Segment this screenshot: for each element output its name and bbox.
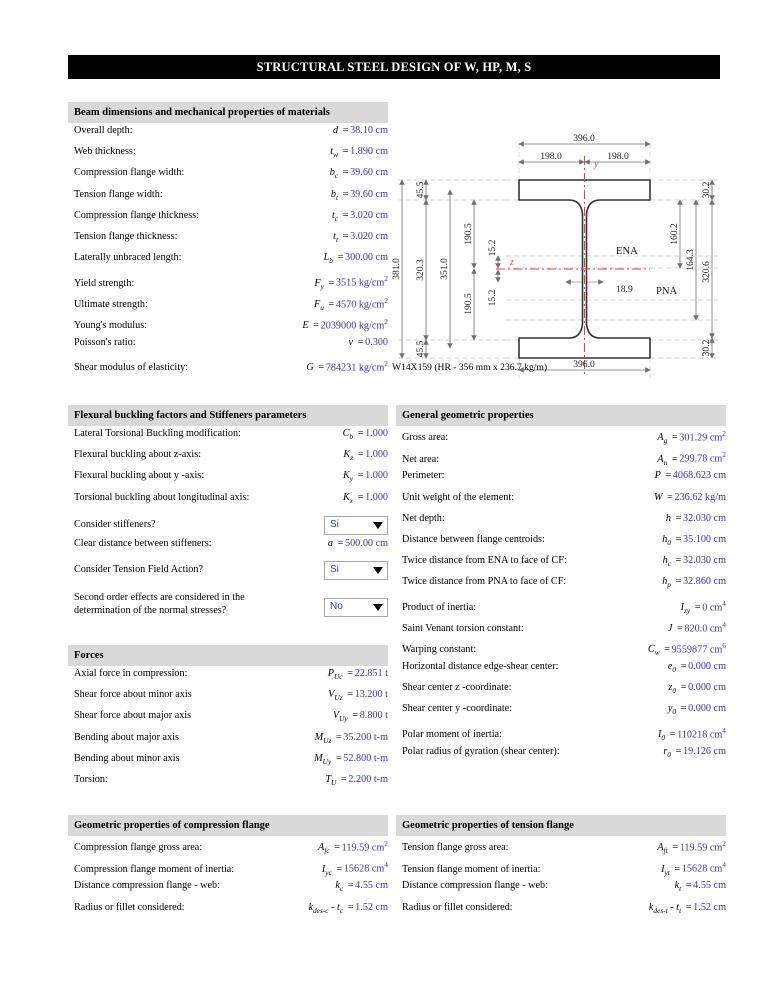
property-value: 15628 $cm^4$	[343, 860, 388, 875]
property-label: Tension flange gross area:	[402, 842, 509, 854]
property-value: 0.000 cm	[688, 682, 726, 694]
property-value: 0.000 cm	[688, 661, 726, 673]
property-label: Polar radius of gyration (shear center):	[402, 745, 560, 757]
property-row	[68, 146, 388, 167]
property-label: Compression flange gross area:	[74, 842, 203, 854]
equals-sign: =	[347, 689, 353, 701]
property-row	[396, 682, 726, 703]
equals-sign: =	[665, 470, 672, 482]
equals-sign: =	[342, 209, 349, 221]
second-order-effects-label	[74, 591, 324, 617]
property-row	[396, 449, 726, 470]
property-symbol: $h_c$	[662, 555, 671, 569]
property-value: 301.29 $cm^2$	[679, 429, 726, 444]
property-label: Flexural buckling about z-axis:	[74, 449, 202, 461]
equals-sign: =	[357, 428, 364, 439]
property-row	[396, 428, 726, 449]
property-symbol: $M_{Uz}$	[314, 731, 332, 745]
property-label: Flexural buckling about y -axis:	[74, 470, 205, 482]
section-beam-dimensions	[68, 102, 388, 379]
property-symbol: $K_y$	[343, 470, 354, 484]
section-forces	[68, 645, 388, 795]
chevron-down-icon	[373, 522, 383, 529]
property-label: Twice distance from ENA to face of CF:	[402, 555, 567, 567]
property-value: 13.200 t	[354, 689, 388, 701]
property-label: Web thickness:	[74, 146, 136, 158]
property-symbol: $t_w$	[330, 146, 339, 160]
property-row	[396, 661, 726, 682]
equals-sign: =	[667, 491, 673, 503]
page-title: STRUCTURAL STEEL DESIGN OF W, HP, M, S	[256, 59, 532, 74]
equals-sign: =	[685, 880, 692, 892]
flexural-heading: Flexural buckling factors and Stiffeners parameters	[68, 405, 388, 426]
property-label: Torsion:	[74, 773, 108, 785]
equals-sign: =	[680, 703, 687, 715]
equals-sign: =	[680, 682, 687, 694]
property-value: 1.000	[365, 470, 388, 482]
property-row	[68, 273, 388, 294]
consider-stiffeners-value: Si	[330, 519, 339, 531]
property-label: Shear center z -coordinate:	[402, 682, 512, 694]
property-symbol: $t_t$	[333, 230, 339, 244]
property-symbol: $I_{yc}$	[321, 863, 332, 877]
beam-dimensions-heading: Beam dimensions and mechanical properties of materials	[68, 102, 388, 123]
clear-distance-label: Clear distance between stiffeners:	[74, 537, 212, 549]
property-label: Bending about major axis	[74, 731, 179, 743]
property-label: Horizontal distance edge-shear center:	[402, 661, 559, 673]
property-value: 0.000 cm	[688, 703, 726, 715]
equals-sign: =	[336, 863, 343, 875]
property-symbol: $K_z$	[343, 449, 354, 463]
compression-flange-rows	[68, 836, 388, 923]
chevron-down-icon	[373, 604, 383, 611]
forces-rows	[68, 666, 388, 795]
property-symbol: E	[302, 320, 309, 332]
property-row	[68, 668, 388, 689]
property-label: Tension flange moment of inertia:	[402, 863, 541, 875]
equals-sign: =	[347, 880, 354, 892]
forces-heading: Forces	[68, 645, 388, 666]
property-label: Net area:	[402, 453, 440, 465]
property-symbol: $y_0$	[667, 703, 677, 717]
tension-field-action-dropdown[interactable]	[324, 561, 388, 580]
property-row	[396, 746, 726, 767]
property-value: 32.030 cm	[682, 512, 726, 524]
equals-sign: =	[675, 512, 682, 524]
property-value: 4068.623 cm	[672, 470, 726, 482]
second-order-effects-row	[68, 583, 388, 617]
tension-field-action-value: Si	[330, 564, 339, 576]
property-label: Radius or fillet considered:	[402, 901, 513, 913]
equals-sign: =	[671, 453, 678, 465]
property-value: 9559877 $cm^6$	[671, 640, 726, 656]
property-symbol: $A_g$	[657, 432, 668, 446]
property-value: 3.020 cm	[350, 230, 388, 242]
equals-sign: =	[357, 336, 364, 348]
property-row	[396, 534, 726, 555]
document-title-bar	[68, 55, 720, 79]
svg-text:30.2: 30.2	[701, 181, 712, 199]
property-symbol: $A_{ft}$	[657, 842, 668, 856]
property-label: Saint Venant torsion constant:	[402, 623, 524, 635]
property-row	[68, 167, 388, 188]
compression-flange-heading: Geometric properties of compression flange	[68, 815, 388, 836]
equals-sign: =	[694, 601, 701, 613]
equals-sign: =	[357, 470, 364, 482]
general-geometric-rows	[396, 426, 726, 767]
svg-text:18.9: 18.9	[616, 284, 633, 295]
property-symbol: $k_t$	[674, 880, 682, 894]
clear-distance-symbol: a	[327, 537, 333, 549]
consider-stiffeners-dropdown[interactable]	[324, 516, 388, 535]
equals-sign: =	[347, 901, 354, 913]
consider-stiffeners-row	[68, 513, 388, 538]
property-value: 1.000	[365, 491, 388, 503]
property-value: 119.59 $cm^2$	[679, 839, 726, 854]
property-row	[68, 210, 388, 231]
property-label: Tension flange width:	[74, 188, 163, 200]
property-value: 38.10 cm	[350, 125, 388, 136]
svg-text:396.0: 396.0	[573, 359, 595, 370]
equals-sign: =	[342, 146, 349, 158]
property-label: Young's modulus:	[74, 320, 147, 332]
property-value: 2.200 t-m	[348, 773, 388, 785]
equals-sign: =	[334, 842, 341, 854]
property-symbol: W	[653, 491, 663, 503]
property-symbol: $I_{zy}$	[680, 601, 691, 615]
equals-sign: =	[328, 298, 335, 310]
property-symbol: $L_b$	[323, 252, 333, 266]
svg-text:30.2: 30.2	[701, 339, 712, 357]
property-label: Radius or fillet considered:	[74, 901, 185, 913]
svg-text:198.0: 198.0	[540, 151, 562, 162]
property-label: Twice distance from PNA to face of CF:	[402, 576, 567, 588]
property-symbol: $I_{yt}$	[661, 863, 670, 877]
property-label: Net depth:	[402, 512, 445, 524]
property-value: 0 $cm^4$	[702, 598, 726, 613]
property-row	[68, 470, 388, 491]
property-symbol: G	[306, 362, 314, 374]
equals-sign: =	[685, 901, 692, 913]
property-symbol: $t_c$	[331, 209, 339, 223]
property-symbol: $b_c$	[329, 167, 339, 181]
equals-sign: =	[357, 449, 364, 461]
property-symbol: d	[332, 125, 339, 136]
property-symbol: $A_{fc}$	[318, 842, 330, 856]
svg-text:164.3: 164.3	[685, 249, 696, 271]
property-symbol: $e_0$	[667, 661, 677, 675]
property-row	[68, 337, 388, 358]
property-symbol: P	[654, 470, 661, 482]
property-symbol: $C_b$	[342, 428, 354, 442]
svg-text:45.5: 45.5	[415, 340, 426, 358]
property-value: 300.00 cm	[344, 252, 388, 264]
second-order-line-2: determination of the normal stresses?	[74, 604, 227, 616]
property-row	[396, 513, 726, 534]
property-row	[396, 859, 726, 880]
property-label: Warping constant:	[402, 644, 477, 656]
property-row	[396, 902, 726, 923]
second-order-effects-value: No	[330, 601, 343, 613]
equals-sign: =	[677, 623, 683, 635]
property-row	[68, 689, 388, 710]
property-row	[68, 838, 388, 859]
equals-sign: =	[675, 533, 682, 545]
property-symbol: $r_0$	[663, 745, 671, 759]
property-label: Distance compression flange - web:	[402, 880, 548, 892]
clear-distance-value[interactable]: 500.00 cm	[344, 537, 388, 549]
property-row	[68, 902, 388, 923]
equals-sign: =	[342, 167, 349, 179]
property-value: 1.890 cm	[350, 146, 388, 158]
property-label: Overall depth:	[74, 125, 133, 136]
second-order-effects-dropdown[interactable]	[324, 598, 388, 617]
svg-text:320.6: 320.6	[701, 261, 712, 283]
svg-text:381.0: 381.0	[391, 258, 402, 280]
equals-sign: =	[352, 710, 359, 722]
svg-text:320.3: 320.3	[415, 259, 426, 281]
property-symbol: $V_{Uy}$	[332, 710, 348, 724]
property-row	[396, 598, 726, 619]
equals-sign: =	[313, 320, 319, 332]
property-symbol: $F_y$	[314, 277, 324, 291]
property-label: Distance between flange centroids:	[402, 533, 545, 545]
svg-text:z: z	[510, 257, 514, 268]
property-row	[68, 125, 388, 146]
equals-sign: =	[318, 362, 325, 374]
svg-text:PNA: PNA	[656, 286, 678, 297]
property-value: 784231 $kg/cm^2$	[325, 359, 388, 374]
property-value: 4.55 cm	[355, 880, 388, 892]
property-label: Axial force in compression:	[74, 668, 188, 679]
equals-sign: =	[357, 491, 364, 503]
property-value: 8.800 t	[359, 710, 388, 722]
property-value: 1.000	[365, 428, 388, 439]
diagram-caption: W14X159 (HR - 356 mm x 236.7 kg/m)	[392, 362, 548, 373]
property-symbol: $P_{Uc}$	[327, 668, 343, 682]
property-label: Poisson's ratio:	[74, 336, 136, 348]
property-row	[396, 703, 726, 724]
property-symbol: $h_p$	[662, 576, 671, 590]
property-symbol: $k_{des-t} - t_t$	[648, 901, 682, 915]
property-row	[68, 189, 388, 210]
property-row	[68, 231, 388, 252]
property-label: Unit weight of the element:	[402, 491, 515, 503]
property-value: 35.200 t-m	[343, 731, 388, 743]
equals-sign: =	[341, 773, 347, 785]
property-row	[68, 880, 388, 901]
section-flexural-buckling	[68, 405, 388, 617]
equals-sign: =	[342, 188, 349, 200]
property-symbol: $M_{Uy}$	[314, 752, 332, 766]
equals-sign: =	[342, 230, 349, 242]
consider-stiffeners-label: Consider stiffeners?	[74, 519, 156, 531]
property-symbol: $A_n$	[657, 453, 668, 467]
section-general-geometric	[396, 405, 726, 767]
property-value: 32.860 cm	[682, 576, 726, 588]
property-value: 39.60 cm	[350, 188, 388, 200]
property-row	[396, 576, 726, 597]
property-symbol: h	[665, 512, 671, 524]
equals-sign: =	[674, 863, 681, 875]
equals-sign: =	[675, 576, 682, 588]
property-label: Tension flange thickness:	[74, 230, 178, 242]
property-label: Gross area:	[402, 432, 449, 444]
property-value: 299.78 $cm^2$	[679, 450, 726, 465]
property-row	[396, 492, 726, 513]
property-label: Compression flange width:	[74, 167, 185, 179]
equals-sign: =	[328, 277, 335, 289]
property-row	[68, 732, 388, 753]
svg-text:396.0: 396.0	[573, 133, 595, 144]
flexural-rows	[68, 426, 388, 513]
chevron-down-icon	[373, 567, 383, 574]
svg-text:y: y	[594, 159, 599, 170]
equals-sign: =	[335, 731, 342, 743]
property-label: Torsional buckling about longitudinal axis:	[74, 491, 250, 503]
property-symbol: $k_c$	[335, 880, 344, 894]
property-symbol: v	[348, 336, 354, 348]
property-label: Shear force about major axis	[74, 710, 192, 722]
property-row	[68, 492, 388, 513]
tension-field-action-label: Consider Tension Field Action?	[74, 564, 203, 576]
property-label: Ultimate strength:	[74, 298, 148, 310]
property-row	[68, 428, 388, 449]
beam-dimensions-rows	[68, 123, 388, 379]
property-value: 22.851 t	[354, 668, 388, 679]
tension-flange-heading: Geometric properties of tension flange	[396, 815, 726, 836]
property-value: 4.55 cm	[693, 880, 726, 892]
property-label: Lateral Torsional Buckling modification:	[74, 428, 241, 439]
property-symbol: $T_U$	[325, 773, 337, 787]
property-row	[68, 774, 388, 795]
property-label: Bending about minor axis	[74, 752, 180, 764]
property-row	[396, 640, 726, 661]
property-label: Compression flange moment of inertia:	[74, 863, 235, 875]
equals-sign: =	[680, 661, 687, 673]
tension-field-action-row	[68, 558, 388, 583]
property-label: Compression flange thickness:	[74, 209, 200, 221]
equals-sign: =	[337, 537, 344, 549]
property-row	[396, 880, 726, 901]
property-row	[68, 710, 388, 731]
property-value: 32.030 cm	[682, 555, 726, 567]
property-value: 39.60 cm	[350, 167, 388, 179]
equals-sign: =	[337, 252, 344, 264]
equals-sign: =	[335, 752, 342, 764]
property-value: 19.126 cm	[682, 745, 726, 757]
equals-sign: =	[675, 555, 682, 567]
equals-sign: =	[342, 125, 349, 136]
property-value: 3515 $kg/cm^2$	[335, 274, 388, 289]
property-row	[68, 316, 388, 337]
property-value: 236.62 kg/m	[674, 491, 726, 503]
svg-text:15.2: 15.2	[487, 289, 498, 307]
property-row	[396, 725, 726, 746]
property-symbol: $K_x$	[343, 491, 354, 505]
property-label: Laterally unbraced length:	[74, 252, 182, 264]
property-symbol: $b_t$	[330, 188, 339, 202]
property-row	[68, 358, 388, 379]
property-label: Perimeter:	[402, 470, 445, 482]
property-value: 0.300	[365, 336, 388, 348]
property-symbol: $k_{des-c} - t_c$	[308, 901, 344, 915]
equals-sign: =	[664, 644, 671, 656]
equals-sign: =	[675, 745, 682, 757]
property-row	[396, 555, 726, 576]
general-geometric-heading: General geometric properties	[396, 405, 726, 426]
property-row	[396, 470, 726, 491]
property-symbol: $V_{Uz}$	[328, 689, 343, 703]
property-value: 119.59 $cm^2$	[341, 839, 388, 854]
property-row	[68, 753, 388, 774]
property-label: Polar moment of inertia:	[402, 729, 502, 741]
svg-text:198.0: 198.0	[607, 151, 629, 162]
svg-text:15.2: 15.2	[487, 239, 498, 257]
property-symbol: $F_u$	[313, 298, 324, 312]
property-symbol: $h_0$	[662, 533, 671, 547]
property-value: 1.52 cm	[355, 901, 388, 913]
equals-sign: =	[672, 842, 679, 854]
property-value: 4570 $kg/cm^2$	[335, 295, 388, 310]
property-row	[68, 859, 388, 880]
property-row	[68, 295, 388, 316]
property-value: 1.000	[365, 449, 388, 461]
equals-sign: =	[669, 729, 676, 741]
property-symbol: $I_0$	[658, 729, 666, 743]
equals-sign: =	[671, 432, 678, 444]
property-label: Shear modulus of elasticity:	[74, 362, 189, 374]
second-order-line-1: Second order effects are considered in the	[74, 591, 245, 603]
property-row	[68, 449, 388, 470]
svg-text:ENA: ENA	[616, 246, 638, 257]
svg-text:160.2: 160.2	[669, 223, 680, 245]
property-value: 1.52 cm	[693, 901, 726, 913]
beam-cross-section-diagram	[388, 122, 722, 384]
section-compression-flange	[68, 815, 388, 923]
property-value: 2039000 $kg/cm^2$	[320, 316, 388, 332]
svg-text:190.5: 190.5	[463, 223, 474, 245]
property-value: 110218 $cm^4$	[677, 725, 726, 741]
property-value: 35.100 cm	[682, 533, 726, 545]
property-label: Yield strength:	[74, 277, 135, 289]
property-label: Shear center y -coordinate:	[402, 703, 513, 715]
property-value: 820.0 $cm^4$	[684, 619, 726, 635]
property-symbol: $z_0$	[668, 682, 677, 696]
property-row	[396, 838, 726, 859]
section-tension-flange	[396, 815, 726, 923]
tension-flange-rows	[396, 836, 726, 923]
property-value: 52.800 t-m	[343, 752, 388, 764]
svg-text:45.5: 45.5	[415, 181, 426, 199]
property-symbol: J	[667, 623, 673, 635]
property-label: Distance compression flange - web:	[74, 880, 220, 892]
equals-sign: =	[347, 668, 353, 679]
property-value: 15628 $cm^4$	[681, 860, 726, 875]
svg-text:190.5: 190.5	[463, 293, 474, 315]
property-label: Product of inertia:	[402, 601, 477, 613]
property-row	[68, 252, 388, 273]
clear-distance-row	[68, 538, 388, 558]
property-label: Shear force about minor axis	[74, 689, 192, 701]
svg-text:351.0: 351.0	[439, 258, 450, 280]
property-symbol: $C_w$	[647, 644, 660, 658]
property-value: 3.020 cm	[350, 209, 388, 221]
property-row	[396, 619, 726, 640]
